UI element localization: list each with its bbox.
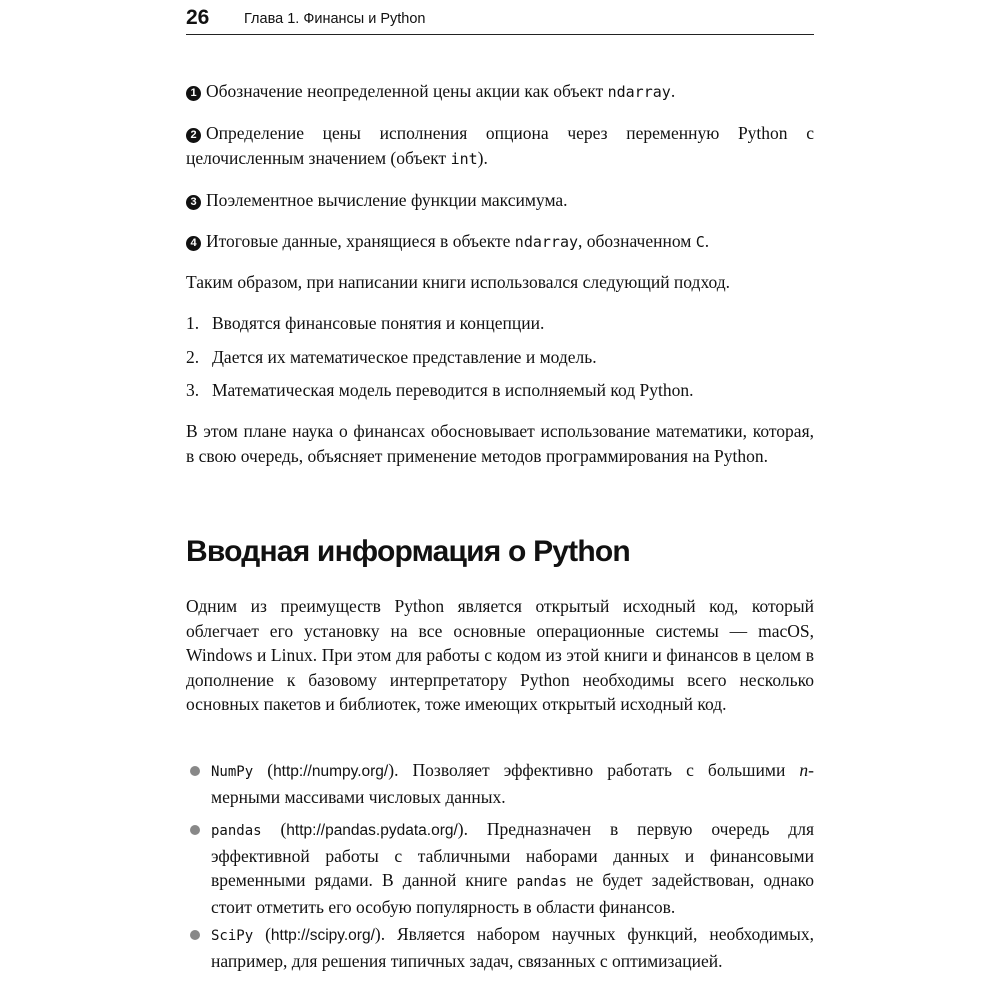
package-name: SciPy [211,928,254,944]
inline-code: C [695,233,705,251]
callout-number-icon: 2 [186,128,201,143]
callout-note-4: 4 Итоговые данные, хранящиеся в объекте ndarray, обозначенном C. [186,229,814,255]
inline-code: ndarray [514,233,579,251]
summary-paragraph: В этом плане наука о финансах обосновывает использование математики, которая, в свою очередь, объясняет применение методов программирования на Python. [186,421,814,466]
package-link[interactable]: http://scipy.org/ [270,927,375,944]
page-header [186,4,814,35]
package-name: pandas [211,823,262,839]
page-number: 26 [186,6,210,29]
intro-paragraph: Таким образом, при написании книги использовался следующий подход. [186,272,731,292]
package-link[interactable]: http://numpy.org/ [273,763,389,780]
inline-code: pandas [516,874,568,890]
inline-code: int [450,149,478,168]
section-paragraph: Одним из преимуществ Python является открытый исходный код, который облегчает его установку на все основные операционные системы — macOS, Windows и Linux. При этом для работы с кодом из этой книги и финансов в целом в дополнение к базовому интерпретатору Python необходимы всего несколько основных пакетов и библиотек, тоже имеющих открытый исходный код. [186,596,814,714]
callout-note-3: 3 Поэлементное вычисление функции максимума. [186,188,814,213]
section-heading: Вводная информация о Python [186,535,630,568]
book-page: 26 Глава 1. Финансы и Python 1 Обозначение неопределенной цены акции как объект ndarray. 2 Определение цены исполнения опциона через переменную Python с целочисленным значением (объект int). 3 Поэлементное вычисление функции максимума. 4 Итоговые данные, хранящиеся в объекте ndarray, обозначенном C. Таким образом, при написании книги использовался следующий подход. 1. Вводятся финансовые понятия и концепции. 2. Дается их математическое представление и модель. 3. Математическая модель переводится в исполняемый код Python. В этом плане наука о финансах обосновывает использование математики, которая, в свою очередь, объясняет применение методов программирования на Python. Вводная информация о Python Одним из преимуществ Python является открытый исходный код, который облегчает его установку на все основные операционные системы — macOS, Windows и Linux. При этом для работы с кодом из этой книги и финансов в целом в дополнение к базовому интерпретатору Python необходимы всего несколько основных пакетов и библиотек, тоже имеющих открытый исходный код. NumPy (http://numpy.org/). Позволяет эффективно работать с большими n-мерными массивами числовых данных. pandas (http://pandas.pydata.org/). Предназначен в первую очередь для эффективной работы с табличными наборами данных и финансовыми временными рядами. В данной книге pandas не будет задействован, однако стоит отметить его особую популярность в области финансов. SciPy (http://scipy.org/). Является набором научных функций, необходимых, например, для решения типичных задач, связанных с оптимизацией. [186,6,815,971]
step-item: 3. Математическая модель переводится в исполняемый код Python. [186,380,694,400]
bullet-icon [190,825,200,835]
inline-code: ndarray [607,83,671,101]
callout-note-1: 1 Обозначение неопределенной цены акции как объект ndarray. [186,79,814,105]
callout-number-icon: 3 [186,195,201,210]
chapter-title: Глава 1. Финансы и Python [244,11,426,27]
callout-note-2: 2 Определение цены исполнения опциона через переменную Python с целочисленным значением (объект int). [186,123,814,168]
bullet-icon [190,766,200,776]
callout-number-icon: 4 [186,236,201,251]
callout-number-icon: 1 [186,86,201,101]
package-link[interactable]: http://pandas.pydata.org/ [286,822,458,839]
package-name: NumPy [211,764,254,780]
step-item: 2. Дается их математическое представление и модель. [186,347,597,367]
bullet-icon [190,930,200,940]
step-item: 1. Вводятся финансовые понятия и концепции. [186,313,545,333]
